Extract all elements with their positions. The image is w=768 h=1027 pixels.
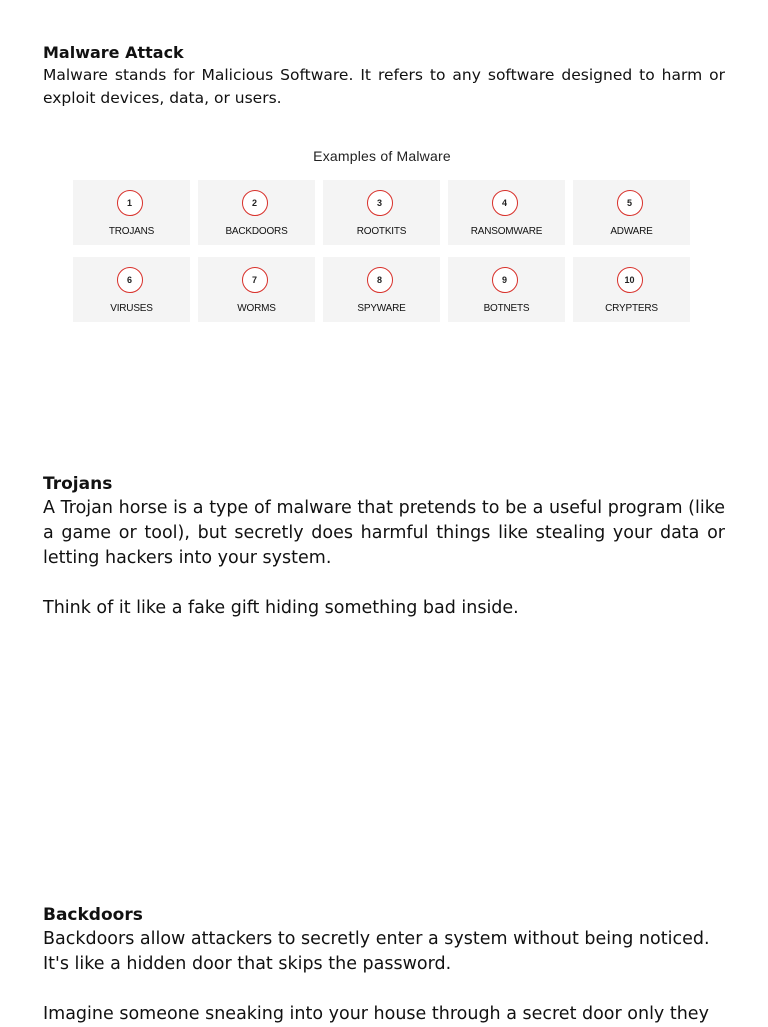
number-badge: 3 <box>367 190 393 216</box>
section-note: Imagine someone sneaking into your house through a secret door only they <box>43 1004 709 1024</box>
malware-card-rootkits <box>323 180 440 245</box>
malware-card-spyware <box>323 257 440 322</box>
section-malware-attack <box>43 42 725 110</box>
section-trojans <box>43 472 725 621</box>
card-label: BACKDOORS <box>225 226 288 237</box>
malware-card-backdoors <box>198 180 315 245</box>
section-body: Malware stands for Malicious Software. It refers to any software designed to harm or exploit devices, data, or users. <box>43 66 725 107</box>
card-label: CRYPTERS <box>605 303 658 314</box>
malware-card-worms <box>198 257 315 322</box>
malware-card-crypters <box>573 257 690 322</box>
section-heading: Backdoors <box>43 905 143 925</box>
section-body: Backdoors allow attackers to secretly enter a system without being noticed. It's like a hidden door that skips the password. <box>43 929 710 974</box>
card-label: RANSOMWARE <box>470 226 543 237</box>
number-badge: 1 <box>117 190 143 216</box>
section-heading: Malware Attack <box>43 43 184 62</box>
card-label: BOTNETS <box>483 303 530 314</box>
malware-examples-figure <box>72 146 692 326</box>
number-badge: 7 <box>242 267 268 293</box>
card-label: TROJANS <box>108 226 155 237</box>
malware-grid <box>73 180 691 322</box>
number-badge: 5 <box>617 190 643 216</box>
malware-card-trojans <box>73 180 190 245</box>
card-label: ADWARE <box>610 226 653 237</box>
malware-card-adware <box>573 180 690 245</box>
card-label: WORMS <box>237 303 276 314</box>
card-label: SPYWARE <box>357 303 406 314</box>
malware-card-viruses <box>73 257 190 322</box>
section-heading: Trojans <box>43 474 113 494</box>
malware-card-ransomware <box>448 180 565 245</box>
card-label: ROOTKITS <box>356 226 407 237</box>
number-badge: 9 <box>492 267 518 293</box>
section-note: Think of it like a fake gift hiding something bad inside. <box>43 598 519 618</box>
number-badge: 6 <box>117 267 143 293</box>
number-badge: 10 <box>617 267 643 293</box>
number-badge: 4 <box>492 190 518 216</box>
number-badge: 2 <box>242 190 268 216</box>
section-backdoors <box>43 903 725 1027</box>
section-body: A Trojan horse is a type of malware that pretends to be a useful program (like a game or tool), but secretly does harmful things like stealing your data or letting hackers into your system. <box>43 498 725 568</box>
card-label: VIRUSES <box>110 303 153 314</box>
figure-title: Examples of Malware <box>313 148 451 164</box>
malware-card-botnets <box>448 257 565 322</box>
number-badge: 8 <box>367 267 393 293</box>
